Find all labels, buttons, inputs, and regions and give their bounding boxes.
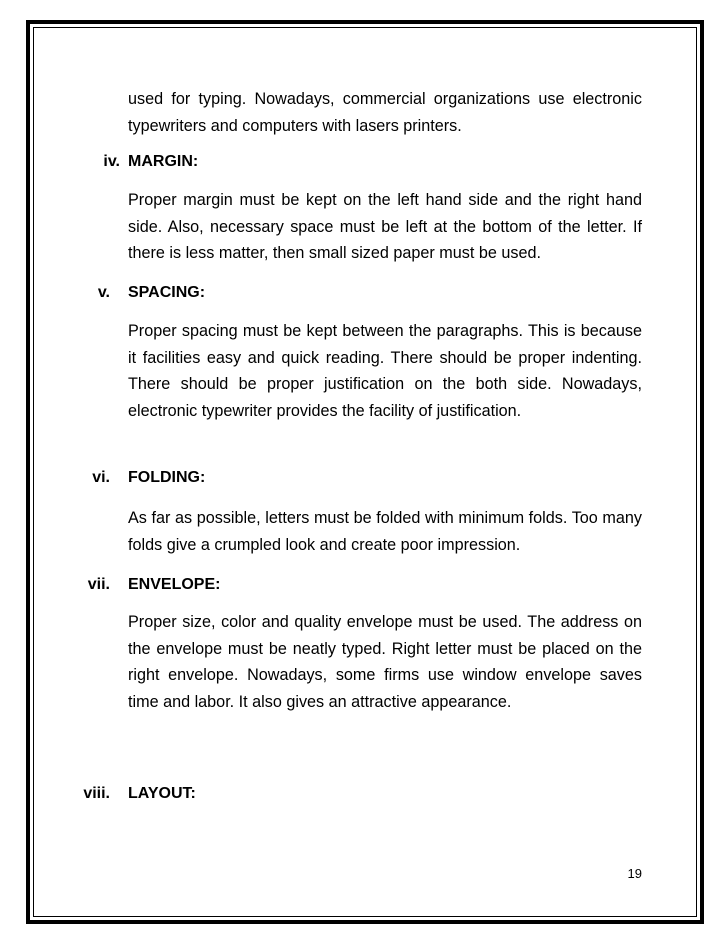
section-body-folding: As far as possible, letters must be folded with minimum folds. Too many folds give a crumpled look and create poor impression. xyxy=(128,509,642,554)
intro-paragraph: used for typing. Nowadays, commercial organizations use electronic typewriters and computers with lasers printers. xyxy=(128,90,642,135)
section-numeral: viii. xyxy=(83,785,110,802)
page-number: 19 xyxy=(627,866,642,881)
section-heading-envelope: ENVELOPE: xyxy=(128,576,221,593)
section-body-margin: Proper margin must be kept on the left hand side and the right hand side. Also, necessary space must be left at the bottom of the letter. If there is less matter, then small sized paper must be used. xyxy=(128,191,642,262)
section-heading-spacing: SPACING: xyxy=(128,284,206,301)
section-heading-folding: FOLDING: xyxy=(128,469,206,486)
section-numeral: vii. xyxy=(87,576,110,593)
section-numeral: iv. xyxy=(103,153,120,170)
section-heading-layout: LAYOUT: xyxy=(128,785,196,802)
section-numeral: vi. xyxy=(92,469,110,486)
section-numeral: v. xyxy=(97,284,110,301)
section-body-envelope: Proper size, color and quality envelope must be used. The address on the envelope must be neatly typed. Right letter must be placed on the right envelope. Nowadays, some firms use window envelope saves time and labor. It also gives an attractive appearance. xyxy=(128,613,642,711)
section-heading-margin: MARGIN: xyxy=(128,153,199,170)
section-body-spacing: Proper spacing must be kept between the paragraphs. This is because it facilities easy and quick reading. There should be proper indenting. There should be proper justification on the both side. Nowadays, electronic typewriter provides the facility of justification. xyxy=(128,322,642,420)
